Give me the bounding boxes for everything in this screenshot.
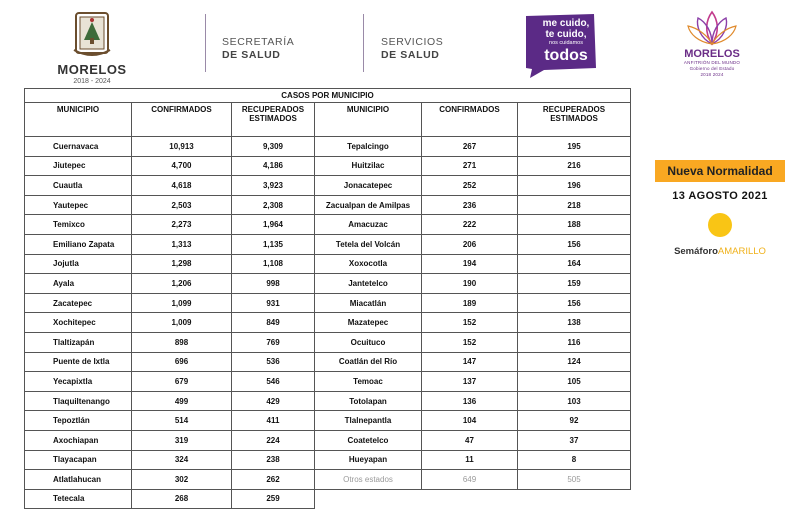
- cell-confirmados: 1,099: [132, 293, 232, 313]
- cell-recuperados: 546: [232, 372, 315, 392]
- cell-confirmados: 194: [422, 254, 518, 274]
- morelos-government-logo: [676, 10, 748, 78]
- cell-municipio: Huitzilac: [315, 156, 422, 176]
- cell-confirmados: 206: [422, 234, 518, 254]
- table-row: [25, 274, 631, 294]
- cell-recuperados: 1,135: [232, 234, 315, 254]
- empty-cell: [422, 489, 518, 509]
- table-row: [25, 430, 631, 450]
- cell-municipio: Tetecala: [25, 489, 132, 509]
- status-panel: [650, 160, 790, 257]
- semaforo-label: Semáforo: [674, 246, 718, 257]
- cell-municipio: Tepoztlán: [25, 411, 132, 431]
- cell-recuperados: 4,186: [232, 156, 315, 176]
- table-row: [25, 391, 631, 411]
- cell-recuperados: 103: [518, 391, 631, 411]
- table-header-row: [25, 103, 631, 137]
- cell-recuperados: 1,108: [232, 254, 315, 274]
- cell-recuperados: 931: [232, 293, 315, 313]
- table-row: [25, 411, 631, 431]
- cell-recuperados: 224: [232, 430, 315, 450]
- cell-municipio: Jojutla: [25, 254, 132, 274]
- cell-municipio: Temixco: [25, 215, 132, 235]
- table-row: [25, 313, 631, 333]
- cell-municipio: Xoxocotla: [315, 254, 422, 274]
- cell-municipio: Jonacatepec: [315, 176, 422, 196]
- cell-municipio: Tetela del Volcán: [315, 234, 422, 254]
- cell-confirmados: 252: [422, 176, 518, 196]
- table-row: [25, 195, 631, 215]
- cell-confirmados: 302: [132, 470, 232, 490]
- cell-confirmados: 2,503: [132, 195, 232, 215]
- cell-recuperados: 536: [232, 352, 315, 372]
- cell-confirmados: 152: [422, 332, 518, 352]
- cell-confirmados: 514: [132, 411, 232, 431]
- cell-municipio: Emiliano Zapata: [25, 234, 132, 254]
- cell-recuperados: 238: [232, 450, 315, 470]
- table-row: [25, 450, 631, 470]
- cell-municipio: Yecapixtla: [25, 372, 132, 392]
- cell-confirmados: 267: [422, 137, 518, 157]
- cell-confirmados: 47: [422, 430, 518, 450]
- department-line1: SERVICIOS: [381, 36, 444, 48]
- nueva-normalidad-badge: Nueva Normalidad: [655, 160, 785, 182]
- cell-recuperados: 196: [518, 176, 631, 196]
- slogan-line2: te cuido,: [545, 29, 587, 40]
- cell-confirmados: 190: [422, 274, 518, 294]
- cell-recuperados: 2,308: [232, 195, 315, 215]
- table-title-row: [25, 89, 631, 103]
- cell-recuperados: 998: [232, 274, 315, 294]
- cell-municipio: Axochiapan: [25, 430, 132, 450]
- cell-recuperados: 156: [518, 293, 631, 313]
- header-divider: [363, 14, 364, 72]
- cell-recuperados: 156: [518, 234, 631, 254]
- cell-municipio: Mazatepec: [315, 313, 422, 333]
- cell-recuperados: 429: [232, 391, 315, 411]
- cell-recuperados: 188: [518, 215, 631, 235]
- header: [0, 0, 800, 86]
- cell-confirmados: 236: [422, 195, 518, 215]
- cell-municipio: Ocuituco: [315, 332, 422, 352]
- table-row: [25, 176, 631, 196]
- cell-confirmados: 222: [422, 215, 518, 235]
- table-row: [25, 254, 631, 274]
- slogan-line1: me cuido,: [542, 18, 590, 29]
- empty-cell: [315, 489, 422, 509]
- slogan-line4: todos: [544, 47, 588, 64]
- morelos-state-logo: [52, 10, 132, 85]
- cell-confirmados: 11: [422, 450, 518, 470]
- cell-municipio: Yautepec: [25, 195, 132, 215]
- department-line1: SECRETARÍA: [222, 36, 295, 48]
- col-header-recuperados: RECUPERADOS ESTIMADOS: [232, 103, 315, 137]
- cell-recuperados: 116: [518, 332, 631, 352]
- department-line2: DE SALUD: [381, 49, 440, 61]
- cell-confirmados: 10,913: [132, 137, 232, 157]
- cell-municipio: Amacuzac: [315, 215, 422, 235]
- cell-confirmados: 499: [132, 391, 232, 411]
- state-logo-years: 2018 - 2024: [73, 78, 111, 85]
- cell-municipio: Hueyapan: [315, 450, 422, 470]
- cell-recuperados: 37: [518, 430, 631, 450]
- gov-logo-sub: Gobierno del Estado: [689, 66, 735, 71]
- cell-recuperados: 9,309: [232, 137, 315, 157]
- state-logo-name: MORELOS: [57, 62, 127, 77]
- cell-recuperados: 159: [518, 274, 631, 294]
- table-row: [25, 156, 631, 176]
- cell-municipio: Ayala: [25, 274, 132, 294]
- cell-municipio: Jantetelco: [315, 274, 422, 294]
- table-row: [25, 489, 631, 509]
- cell-municipio: Tlalnepantla: [315, 411, 422, 431]
- department-line2: DE SALUD: [222, 49, 281, 61]
- cell-confirmados: 104: [422, 411, 518, 431]
- cell-confirmados: 1,009: [132, 313, 232, 333]
- cell-confirmados: 679: [132, 372, 232, 392]
- cell-municipio: Jiutepec: [25, 156, 132, 176]
- col-header-confirmados: CONFIRMADOS: [132, 103, 232, 137]
- cell-confirmados: 696: [132, 352, 232, 372]
- cell-confirmados: 1,313: [132, 234, 232, 254]
- cell-confirmados: 324: [132, 450, 232, 470]
- table-row: [25, 372, 631, 392]
- cell-municipio: Otros estados: [315, 470, 422, 490]
- cell-recuperados: 8: [518, 450, 631, 470]
- cell-confirmados: 319: [132, 430, 232, 450]
- cell-municipio: Zacatepec: [25, 293, 132, 313]
- gov-logo-tagline: ANFITRIÓN DEL MUNDO: [683, 60, 741, 65]
- lotus-flower-icon: [684, 10, 740, 46]
- cell-recuperados: 262: [232, 470, 315, 490]
- report-date: 13 AGOSTO 2021: [672, 190, 768, 202]
- cell-recuperados: 849: [232, 313, 315, 333]
- cell-municipio: Cuernavaca: [25, 137, 132, 157]
- cell-municipio: Tlayacapan: [25, 450, 132, 470]
- cell-recuperados: 259: [232, 489, 315, 509]
- cell-confirmados: 137: [422, 372, 518, 392]
- cell-recuperados: 195: [518, 137, 631, 157]
- semaforo-status: [650, 246, 790, 257]
- cell-recuperados: 92: [518, 411, 631, 431]
- cell-municipio: Xochitepec: [25, 313, 132, 333]
- cell-confirmados: 4,618: [132, 176, 232, 196]
- cell-confirmados: 268: [132, 489, 232, 509]
- cell-confirmados: 649: [422, 470, 518, 490]
- table-row: [25, 470, 631, 490]
- cases-by-municipality-table: [24, 88, 631, 509]
- cell-municipio: Totolapan: [315, 391, 422, 411]
- cell-municipio: Tlaltizapán: [25, 332, 132, 352]
- cell-confirmados: 189: [422, 293, 518, 313]
- cell-municipio: Puente de Ixtla: [25, 352, 132, 372]
- header-divider: [205, 14, 206, 72]
- cell-confirmados: 152: [422, 313, 518, 333]
- cell-confirmados: 1,298: [132, 254, 232, 274]
- table-row: [25, 352, 631, 372]
- cell-recuperados: 411: [232, 411, 315, 431]
- cell-recuperados: 216: [518, 156, 631, 176]
- coat-of-arms-icon: [68, 10, 116, 60]
- cell-recuperados: 505: [518, 470, 631, 490]
- semaforo-color: AMARILLO: [717, 246, 766, 257]
- traffic-light-icon: [708, 213, 732, 237]
- cell-municipio: Cuautla: [25, 176, 132, 196]
- cell-confirmados: 2,273: [132, 215, 232, 235]
- cell-municipio: Tlaquiltenango: [25, 391, 132, 411]
- cell-municipio: Tepalcingo: [315, 137, 422, 157]
- cell-confirmados: 898: [132, 332, 232, 352]
- cell-municipio: Miacatlán: [315, 293, 422, 313]
- cell-confirmados: 136: [422, 391, 518, 411]
- cell-municipio: Zacualpan de Amilpas: [315, 195, 422, 215]
- cell-recuperados: 124: [518, 352, 631, 372]
- cell-municipio: Coatlán del Río: [315, 352, 422, 372]
- col-header-confirmados: CONFIRMADOS: [422, 103, 518, 137]
- secretaria-de-salud-label: [222, 36, 294, 62]
- col-header-recuperados: RECUPERADOS ESTIMADOS: [518, 103, 631, 137]
- table-row: [25, 215, 631, 235]
- table-row: [25, 137, 631, 157]
- col-header-municipio: MUNICIPIO: [25, 103, 132, 137]
- servicios-de-salud-label: [381, 36, 443, 62]
- cell-municipio: Coatetelco: [315, 430, 422, 450]
- cell-municipio: Atlatlahucan: [25, 470, 132, 490]
- cell-confirmados: 147: [422, 352, 518, 372]
- cell-confirmados: 271: [422, 156, 518, 176]
- table-row: [25, 293, 631, 313]
- cell-recuperados: 1,964: [232, 215, 315, 235]
- cell-recuperados: 164: [518, 254, 631, 274]
- cell-confirmados: 4,700: [132, 156, 232, 176]
- table-title: CASOS POR MUNICIPIO: [25, 89, 631, 103]
- cell-recuperados: 3,923: [232, 176, 315, 196]
- cell-confirmados: 1,206: [132, 274, 232, 294]
- gov-logo-name: MORELOS: [684, 48, 740, 60]
- slogan-line3: nos cuidamos: [549, 40, 583, 46]
- cell-recuperados: 769: [232, 332, 315, 352]
- campaign-slogan: [530, 18, 602, 64]
- cell-municipio: Temoac: [315, 372, 422, 392]
- cell-recuperados: 138: [518, 313, 631, 333]
- empty-cell: [518, 489, 631, 509]
- table-row: [25, 332, 631, 352]
- gov-logo-years: 2018 2024: [700, 72, 724, 77]
- col-header-municipio: MUNICIPIO: [315, 103, 422, 137]
- table-row: [25, 234, 631, 254]
- cell-recuperados: 105: [518, 372, 631, 392]
- cell-recuperados: 218: [518, 195, 631, 215]
